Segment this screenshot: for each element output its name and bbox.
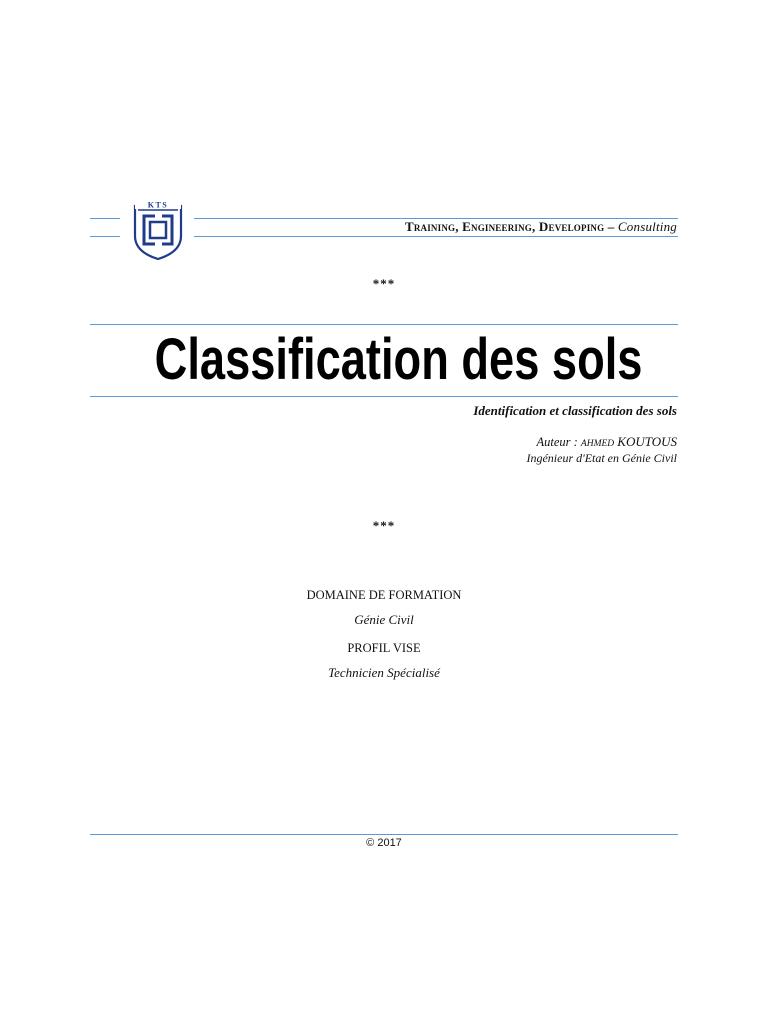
logo-letters: KTS [147, 200, 169, 210]
footer-rule [90, 834, 678, 835]
author-first-name: AHMED [580, 439, 615, 449]
document-title: Classification des sols [154, 327, 643, 392]
tagline-consulting: Consulting [617, 219, 677, 234]
title-rule-top [90, 324, 678, 325]
title-rule-bottom [90, 396, 678, 397]
profile-value: Technicien Spécialisé [328, 665, 440, 680]
separator-stars-top: *** [372, 276, 396, 291]
header-rule-right-bottom [194, 236, 678, 237]
domain-label: DOMAINE DE FORMATION [306, 588, 462, 602]
kts-logo [132, 198, 184, 260]
author-last-name: KOUTOUS [617, 434, 677, 449]
header-tagline [405, 219, 677, 235]
separator-stars-bottom: *** [372, 518, 396, 533]
author-prefix: Auteur : [536, 435, 578, 449]
author-line [536, 434, 677, 450]
header-rule-left-top [90, 218, 120, 219]
header-rule-left-bottom [90, 236, 120, 237]
document-subtitle: Identification et classification des sols [473, 403, 677, 418]
tagline-text: Training, Engineering, Developing – [404, 219, 615, 234]
author-role: Ingénieur d'Etat en Génie Civil [526, 451, 677, 465]
copyright-text: © 2017 [366, 837, 402, 849]
profile-label: PROFIL VISE [347, 641, 421, 655]
domain-value: Génie Civil [354, 612, 414, 627]
